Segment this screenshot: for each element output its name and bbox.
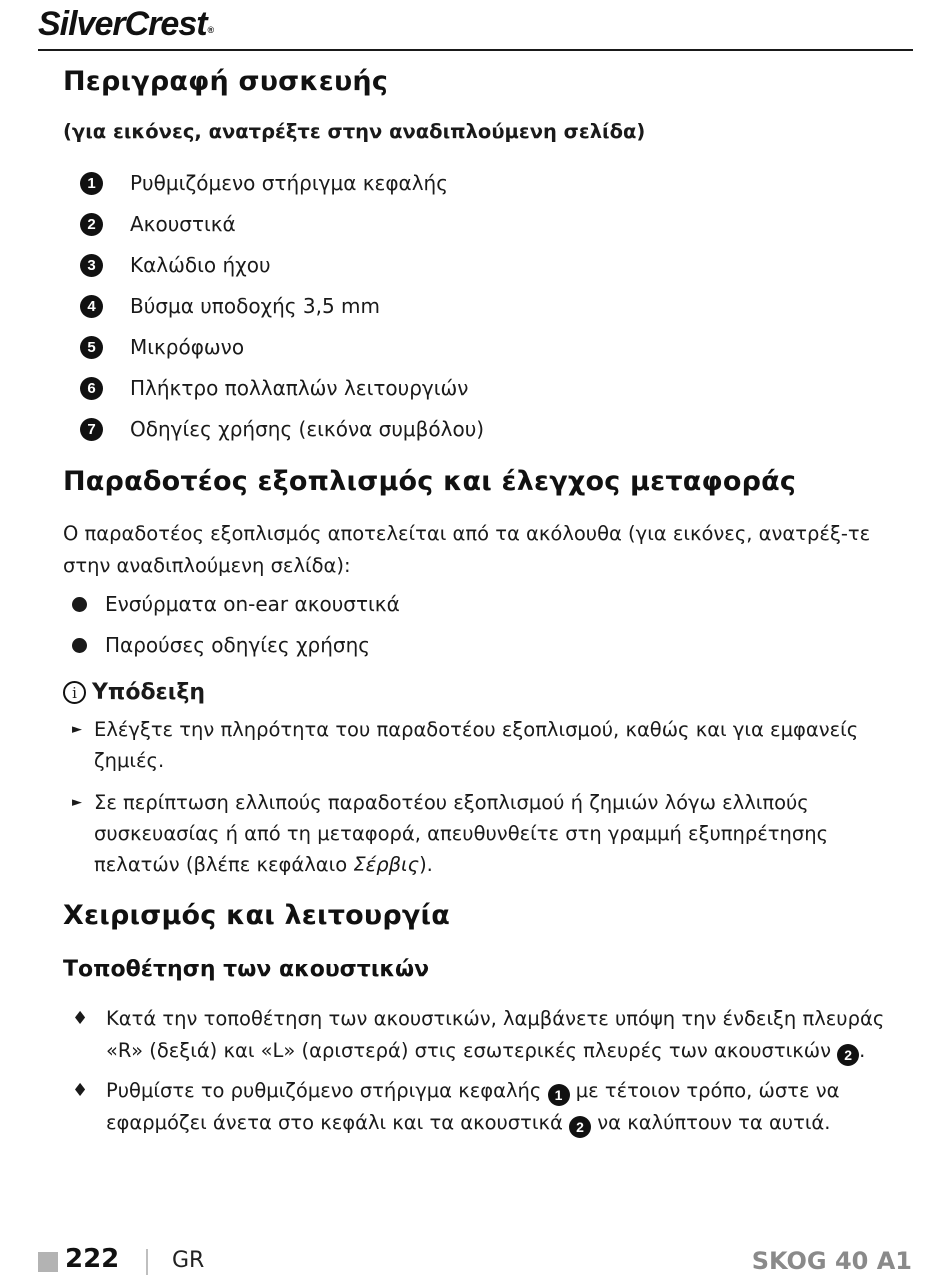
number-badge: 1 <box>548 1084 570 1106</box>
number-badge: 1 <box>80 172 103 195</box>
arrow-right-icon: ► <box>72 795 82 810</box>
number-badge: 2 <box>837 1044 859 1066</box>
list-item <box>80 209 236 239</box>
section-title-device-description: Περιγραφή συσκευής <box>63 66 389 97</box>
note-heading <box>63 680 205 705</box>
instruction-text <box>106 1003 897 1067</box>
chapter-reference-service: Σέρβις <box>353 853 420 876</box>
number-badge: 7 <box>80 418 103 441</box>
bullet-label: Παρούσες οδηγίες χρήσης <box>105 633 370 657</box>
number-badge: 2 <box>569 1116 591 1138</box>
list-item <box>80 250 271 280</box>
list-item-label: Ακουστικά <box>130 212 236 236</box>
header-divider <box>38 49 913 51</box>
model-name: SKOG 40 A1 <box>751 1247 912 1275</box>
page-number: 222 <box>65 1244 120 1274</box>
diamond-bullet-icon: ♦ <box>72 1008 89 1029</box>
number-badge: 5 <box>80 336 103 359</box>
note-item <box>72 714 892 776</box>
list-item <box>72 633 370 657</box>
list-item <box>80 291 380 321</box>
registered-mark: ® <box>207 25 214 35</box>
number-badge: 6 <box>80 377 103 400</box>
brand-name: SilverCrest <box>38 5 207 43</box>
list-item <box>80 168 448 198</box>
instruction-text-part: με τέτοιον τρόπο, ώστε να εφαρμόζει άνετα στο κεφάλι και τα ακουστικά <box>106 1079 840 1134</box>
list-item-label: Ρυθμιζόμενο στήριγμα κεφαλής <box>130 171 448 195</box>
brand-logo <box>38 4 213 44</box>
figure-reference-note: (για εικόνες, ανατρέξτε στην αναδιπλούμενη σελίδα) <box>63 120 646 143</box>
delivery-intro-paragraph: Ο παραδοτέος εξοπλισμός αποτελείται από τα ακόλουθα (για εικόνες, ανατρέξ-τε στην αναδιπλούμενη σελίδα): <box>63 522 871 577</box>
footer-square-marker <box>38 1252 58 1272</box>
language-code: GR <box>172 1248 205 1273</box>
list-item-label: Καλώδιο ήχου <box>130 253 271 277</box>
note-title: Υπόδειξη <box>92 680 206 705</box>
list-item <box>80 332 244 362</box>
note-item-text <box>94 787 892 880</box>
section-title-operation: Χειρισμός και λειτουργία <box>63 900 450 931</box>
subsection-title-fitting: Τοποθέτηση των ακουστικών <box>63 957 430 982</box>
note-text-part: ). <box>419 853 433 876</box>
instruction-item <box>72 1075 897 1139</box>
arrow-right-icon: ► <box>72 722 82 737</box>
bullet-dot <box>72 597 87 612</box>
list-item-label: Οδηγίες χρήσης (εικόνα συμβόλου) <box>130 417 485 441</box>
list-item <box>80 414 484 444</box>
section-subtitle <box>63 120 645 143</box>
section-title-delivery-check: Παραδοτέος εξοπλισμός και έλεγχος μεταφοράς <box>63 466 797 497</box>
instruction-text <box>106 1075 897 1139</box>
number-badge: 4 <box>80 295 103 318</box>
list-item <box>80 373 468 403</box>
list-item-label: Πλήκτρο πολλαπλών λειτουργιών <box>130 376 469 400</box>
instruction-item <box>72 1003 897 1067</box>
list-item-label: Μικρόφωνο <box>130 335 245 359</box>
instruction-text-part: να καλύπτουν τα αυτιά. <box>591 1111 831 1134</box>
instruction-text-part: Κατά την τοποθέτηση των ακουστικών, λαμβάνετε υπόψη την ένδειξη πλευράς «R» (δεξιά) και «L» (αριστερά) στις εσωτερικές πλευρές των ακουστικών <box>106 1007 885 1062</box>
bullet-dot <box>72 638 87 653</box>
list-item-label: Βύσμα υποδοχής 3,5 mm <box>130 294 381 318</box>
number-badge: 3 <box>80 254 103 277</box>
diamond-bullet-icon: ♦ <box>72 1080 89 1101</box>
note-item <box>72 787 892 880</box>
note-item-text: Ελέγξτε την πληρότητα του παραδοτέου εξοπλισμού, καθώς και για εμφανείς ζημιές. <box>94 718 859 772</box>
list-item <box>72 592 400 616</box>
footer-divider <box>146 1249 148 1275</box>
note-text-part: Σε περίπτωση ελλιπούς παραδοτέου εξοπλισμού ή ζημιών λόγω ελλιπούς συσκευασίας ή από τη μεταφορά, απευθυνθείτε στη γραμμή εξυπηρέτησης πελατών (βλέπε κεφάλαιο <box>94 791 829 876</box>
number-badge: 2 <box>80 213 103 236</box>
instruction-text-part: Ρυθμίστε το ρυθμιζόμενο στήριγμα κεφαλής <box>106 1079 548 1102</box>
info-icon: i <box>63 681 86 704</box>
instruction-text-part: . <box>859 1039 866 1062</box>
bullet-label: Ενσύρματα on-ear ακουστικά <box>105 592 400 616</box>
